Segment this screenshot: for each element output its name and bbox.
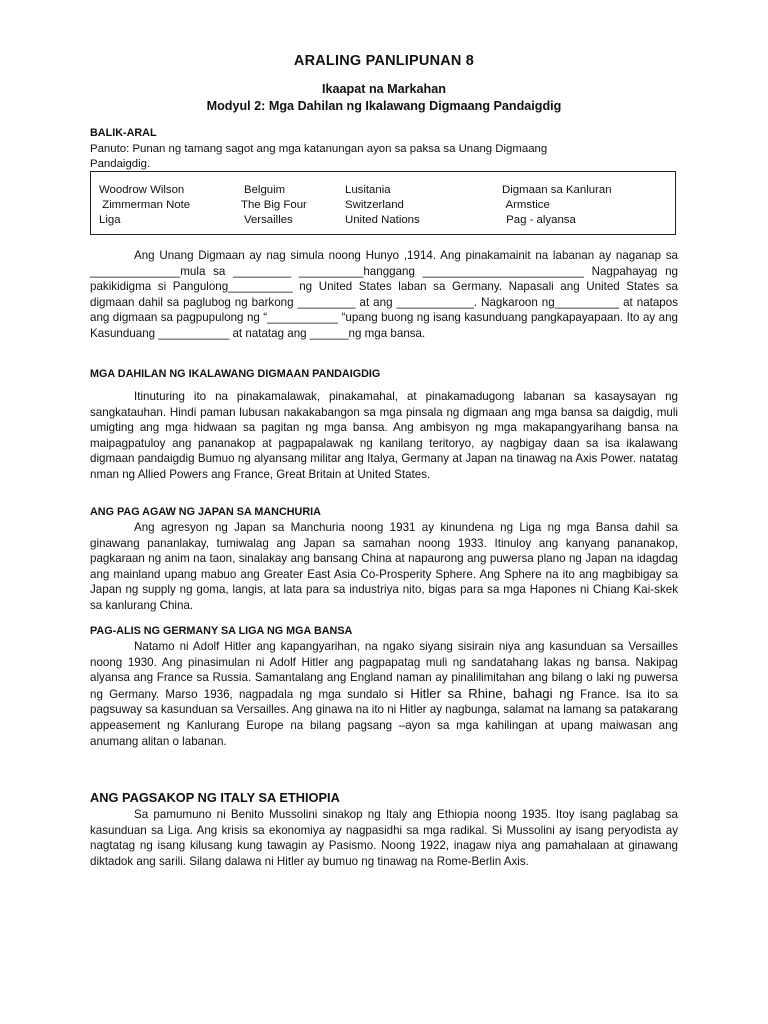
word-bank-item: Woodrow Wilson <box>99 184 185 196</box>
word-bank-item: Versailles <box>244 214 293 226</box>
section-heading-italy: ANG PAGSAKOP NG ITALY SA ETHIOPIA <box>90 790 340 805</box>
module-subtitle: Modyul 2: Mga Dahilan ng Ikalawang Digmaang Pandaigdig <box>206 99 562 113</box>
fill-in-text: Ang Unang Digmaan ay nag simula noong Hunyo ,1914. Ang pinakamainit na labanan ay naganap sa ______________mula sa _________ __________hanggang _________________________ Nagpahayag ng pakikidigma si Pangulong__________ ng United States laban sa Germany. Napasali ang United States sa digmaan dahil sa paglubog ng barkong _________ at ang ____________. Nagkaroon ng__________ at natapos ang digmaan sa pagpupulong ng “___________ “upang buong ng isang kasunduang pangkapayapaan. Ito ay ang Kasunduang ___________ at natatag ang ______ng mga bansa. <box>90 249 678 340</box>
paragraph-text: Natamo ni Adolf Hitler ang kapangyarihan, na ngako siyang sisirain niya ang kasunduan sa Versailles noong 1930. Ang pinasimulan ni Adolf Hitler ang pagpapatag muli ng sandatahang lakas ng bansa. Nakipag alyansa ang France sa Russia. Samantalang ang England naman ay pinalilimitahan ang bilang o laki ng puwersa ng Germany. Marso 1936, nagpadala ng mga sundalo <box>90 640 678 701</box>
word-bank-item: Pag - alyansa <box>503 214 576 226</box>
section-body-italy <box>90 807 678 869</box>
document-title: ARALING PANLIPUNAN 8 <box>293 53 475 69</box>
section-heading-causes: MGA DAHILAN NG IKALAWANG DIGMAAN PANDAIGDIG <box>90 368 381 380</box>
word-bank-item: Liga <box>99 214 121 226</box>
paragraph <box>90 639 678 749</box>
section-body-manchuria <box>90 520 678 614</box>
paragraph: Sa pamumuno ni Benito Mussolini sinakop ng Italy ang Ethiopia noong 1935. Itoy isang paglabag sa kasunduan sa Liga. Ang krisis sa ekonomiya ay nagpasidhi sa mga radikal. Si Mussolini ay isang peryodista ay nagtatag ng isang kilusang kung tawagin ay Pasismo. Noong 1922, inagaw niya ang pamahalaan at ginawang diktadok ang sarili. Silang dalawa ni Hitler ay bumuo ng tinawag na Rome-Berlin Axis. <box>90 808 678 868</box>
review-heading: BALIK-ARAL <box>90 127 157 139</box>
section-body-germany <box>90 639 678 749</box>
word-bank-item: Digmaan sa Kanluran <box>502 184 612 196</box>
word-bank-box <box>90 171 676 235</box>
word-bank-item: The Big Four <box>241 199 307 211</box>
review-intro <box>90 126 547 173</box>
word-bank-item: Zimmerman Note <box>99 199 191 211</box>
word-bank-item: Belguim <box>244 184 286 196</box>
section-heading-manchuria: ANG PAG AGAW NG JAPAN SA MANCHURIA <box>90 506 321 518</box>
word-bank-item: Switzerland <box>345 199 404 211</box>
emphasized-text: si Hitler sa Rhine, bahagi ng <box>394 685 574 701</box>
word-bank-item: Armstice <box>503 199 550 211</box>
word-bank-item: United Nations <box>345 214 420 226</box>
paragraph: Ang agresyon ng Japan sa Manchuria noong 1931 ay kinundena ng Liga ng mga Bansa dahil sa ginawang pananlakay, tumiwalag ang Japan sa samahan noong 1933. Itinuloy ang kanyang pananakop, pagkaraan ng anim na taon, sinalakay ang bansang China at napaurong ang puwersa plano ng Japan na idagdag ang mainland upang mabuo ang Greater East Asia Co-Prosperity Sphere. Ang Sphere na ito ang magbibigay sa Japan ng supply ng goma, langis, at lata para sa industriya nito, bigas para sa mga Hapones ni Chiang Kai-skek sa kanlurang China. <box>90 521 678 612</box>
word-bank-item: Lusitania <box>345 184 391 196</box>
fill-in-paragraph <box>90 248 678 342</box>
section-heading-germany: PAG-ALIS NG GERMANY SA LIGA NG MGA BANSA <box>90 625 353 637</box>
instruction-line-2: Pandaigdig. <box>90 158 151 171</box>
quarter-subtitle: Ikaapat na Markahan <box>322 82 446 96</box>
instruction-line-1: Panuto: Punan ng tamang sagot ang mga katanungan ayon sa paksa sa Unang Digmaang <box>90 142 548 155</box>
section-body-causes <box>90 389 678 483</box>
paragraph: Itinuturing ito na pinakamalawak, pinakamahal, at pinakamadugong labanan sa kasaysayan ng sangkatauhan. Hindi paman lubusan nakakabangon sa mga pinsala ng digmaan ang mga bansa sa daigdig, muli umigting ang mga hidwaan sa pagitan ng mga bansa. Ang ambisyon ng mga makapangyarihang bansa na maipagpatuloy ang pananakop at pagpapalawak ng kanilang teritoryo, ay nagbigay daan sa isa ikalawang digmaan pandaigdig Bumuo ng alyansang militar ang Italya, Germany at Japan na tinawag na Axis Power. natatag nman ng Allied Powers ang France, Great Britain at United States. <box>90 390 678 481</box>
paragraph-text: France. Isa ito sa pagsuway sa kasunduan sa Versailles. Ang ginawa na ito ni Hitler ay nagbunga, salamat na lamang sa patakarang appeasement ng Kanlurang Europe na bilang pagsang –ayon sa mga kahilingan at upang maiwasan ang anumang alitan o labanan. <box>90 687 678 748</box>
